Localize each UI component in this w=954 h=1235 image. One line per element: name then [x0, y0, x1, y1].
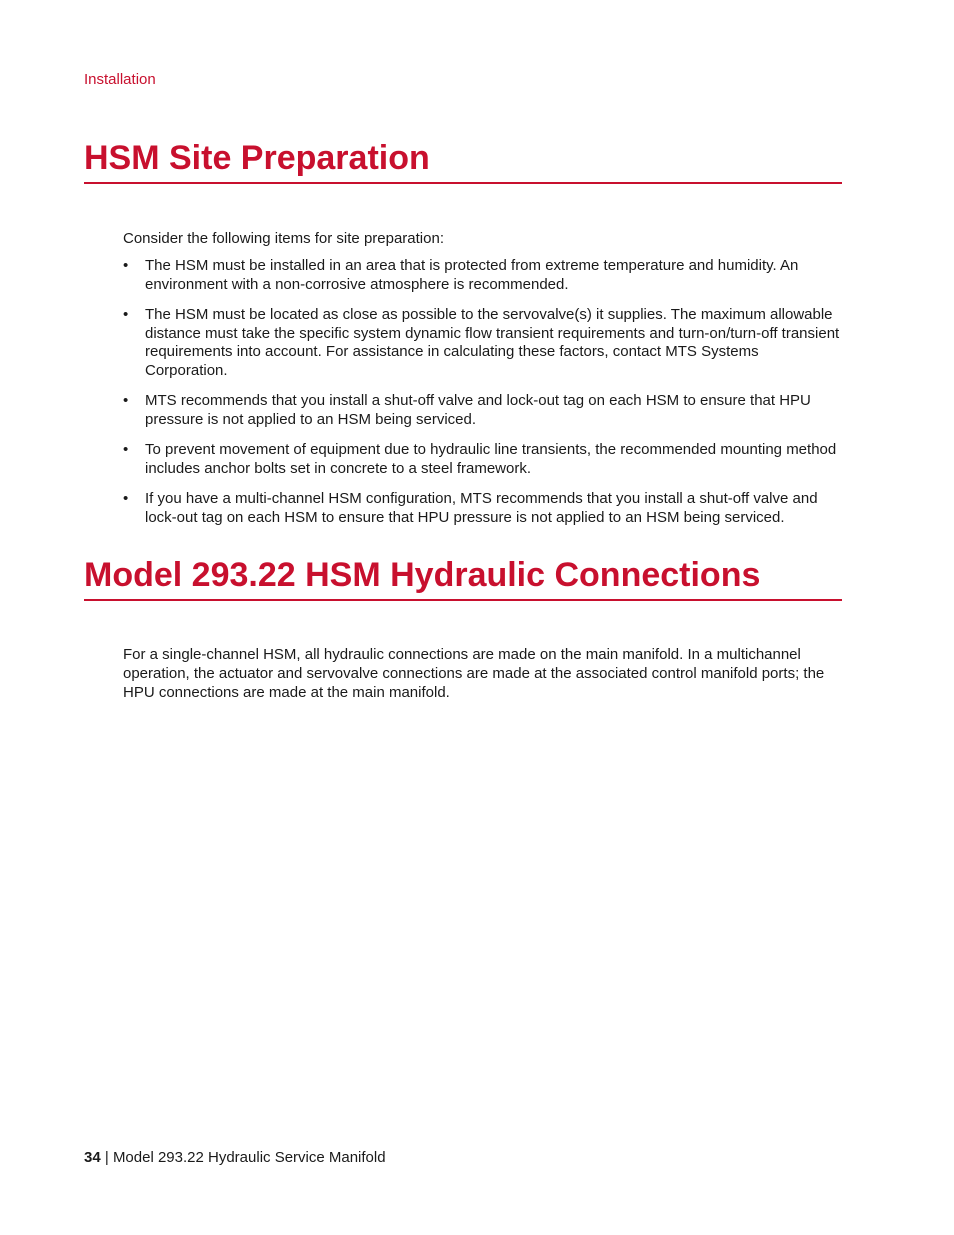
list-item: [123, 392, 845, 429]
list-item-text: If you have a multi-channel HSM configuration, MTS recommends that you install a shut-off valve and lock-out tag on each HSM to ensure that HPU pressure is not applied to an HSM being serviced.: [145, 490, 818, 526]
list-item: [123, 490, 845, 527]
bullet-icon: •: [123, 306, 129, 323]
footer-separator: |: [104, 1149, 109, 1166]
site-preparation-intro: Consider the following items for site preparation:: [123, 230, 444, 247]
bullet-icon: •: [123, 392, 129, 409]
hydraulic-connections-body: For a single-channel HSM, all hydraulic connections are made on the main manifold. In a multichannel operation, the actuator and servovalve connections are made at the associated control manifold ports; the HPU connections are made at the main manifold.: [123, 646, 825, 701]
bullet-icon: •: [123, 490, 129, 507]
list-item: [123, 306, 845, 380]
bullet-icon: •: [123, 257, 129, 274]
section-title-site-preparation: HSM Site Preparation: [84, 138, 842, 184]
page-number: 34: [84, 1149, 101, 1166]
list-item: [123, 257, 845, 294]
bullet-icon: •: [123, 441, 129, 458]
footer-doc-title: Model 293.22 Hydraulic Service Manifold: [112, 1149, 386, 1166]
list-item-text: To prevent movement of equipment due to hydraulic line transients, the recommended mounting method includes anchor bolts set in concrete to a steel framework.: [145, 441, 837, 477]
list-item-text: The HSM must be installed in an area that is protected from extreme temperature and humidity. An environment with a non-corrosive atmosphere is recommended.: [145, 257, 799, 293]
section-title-hydraulic-connections: Model 293.22 HSM Hydraulic Connections: [84, 555, 842, 601]
running-header: Installation: [84, 71, 156, 88]
list-item-text: The HSM must be located as close as possible to the servovalve(s) it supplies. The maximum allowable distance must take the specific system dynamic flow transient requirements and turn-on/turn-off transient requirements into account. For assistance in calculating these factors, contact MTS Systems Corporation.: [145, 306, 840, 379]
list-item: [123, 441, 845, 478]
site-preparation-list: [123, 257, 845, 539]
page-footer: [84, 1149, 386, 1166]
list-item-text: MTS recommends that you install a shut-off valve and lock-out tag on each HSM to ensure that HPU pressure is not applied to an HSM being serviced.: [145, 392, 811, 428]
